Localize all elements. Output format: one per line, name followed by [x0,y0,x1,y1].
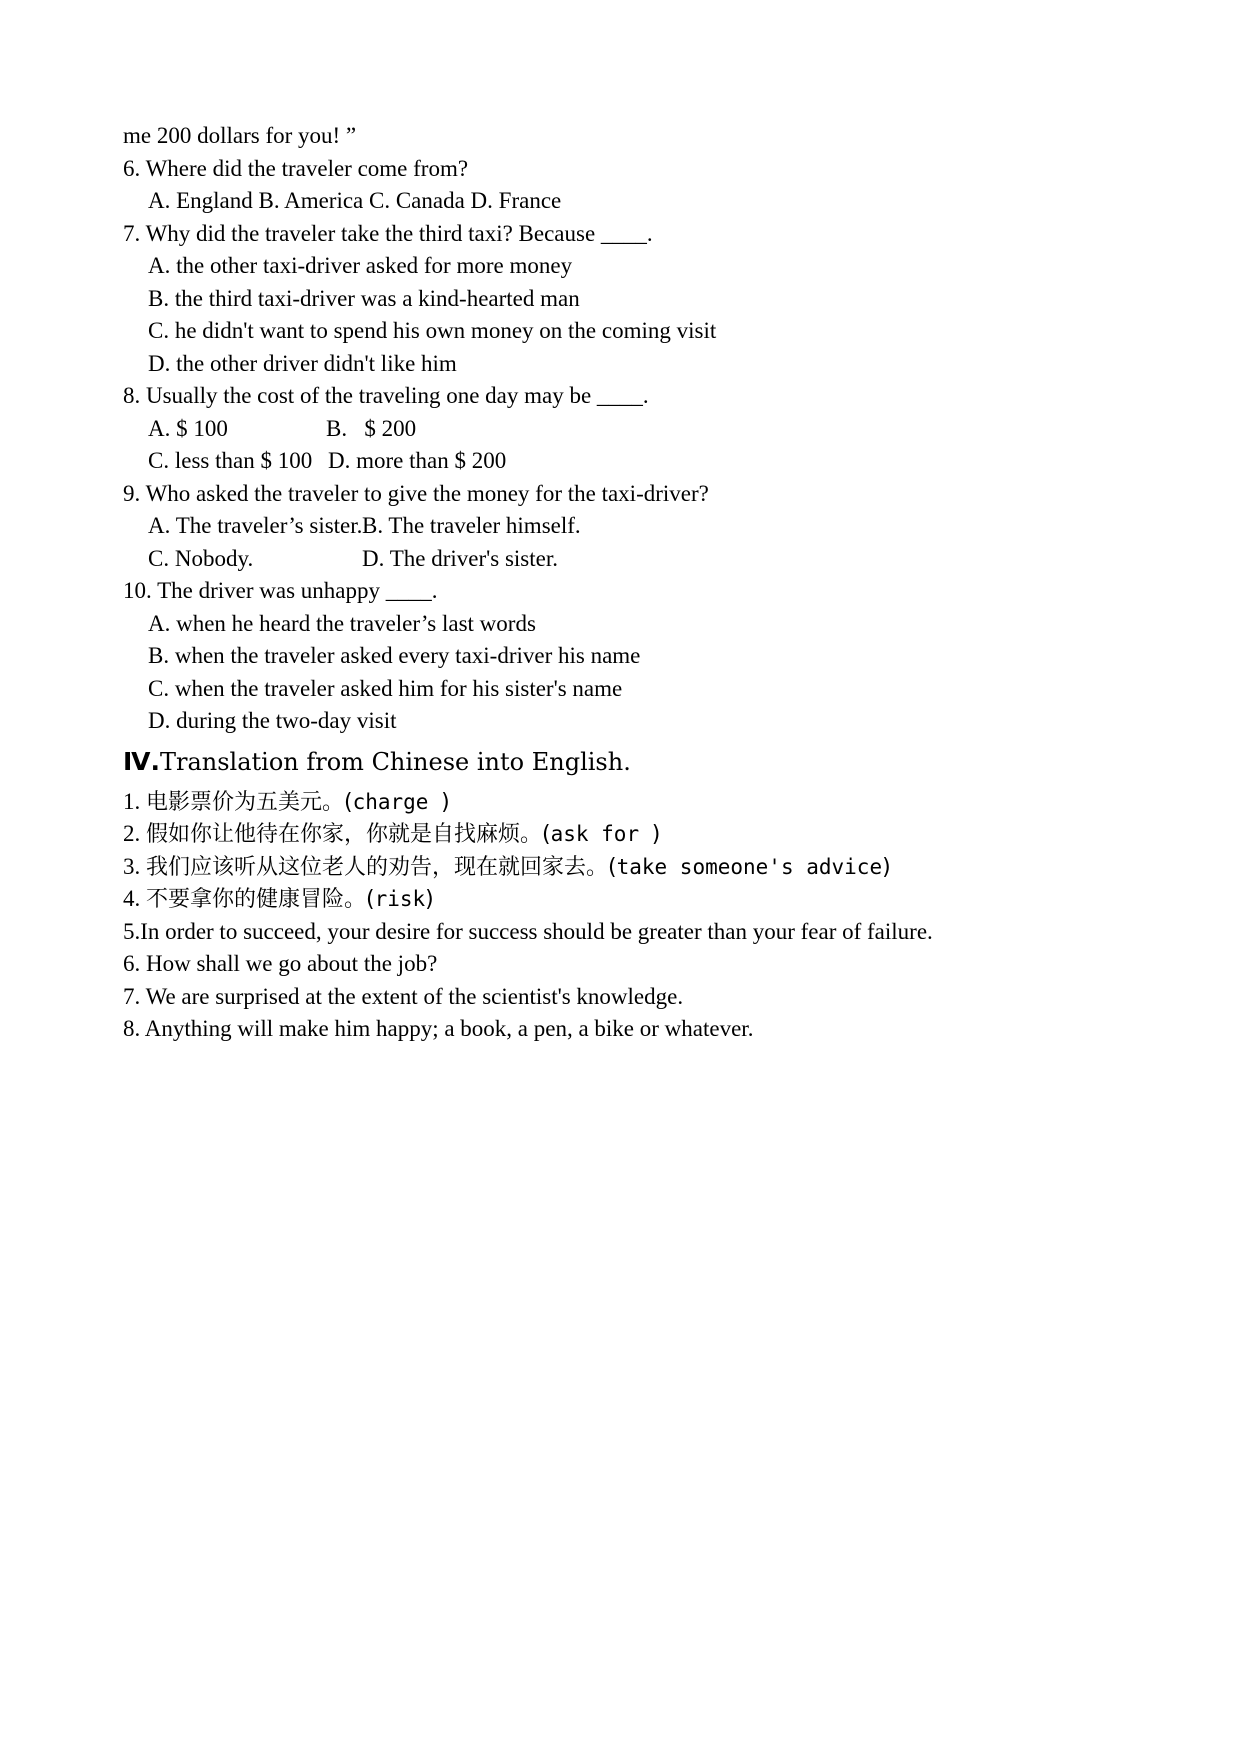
question-8-option-d: D. more than $ 200 [328,448,507,473]
question-9-option-a: A. The traveler’s sister. [148,513,363,538]
question-10-option-a: A. when he heard the traveler’s last words [148,610,536,636]
translation-item-hint: take someone's advice [616,854,883,879]
translation-item-close: ) [425,887,434,912]
question-8-options-row-1 [123,413,1133,446]
translation-item-chinese: 不要拿你的健康冒险。( [146,887,375,912]
translation-item-4 [123,883,1133,916]
question-10-option-c: C. when the traveler asked him for his sister's name [148,675,623,701]
question-6-stem: 6. Where did the traveler come from? [123,155,469,181]
translation-item-number: 2. [123,821,146,846]
translation-item-hint: charge [352,789,442,814]
question-9-option-c: C. Nobody. [148,545,254,571]
translation-item-3 [123,851,1133,884]
translation-item-hint: risk [374,887,426,911]
translation-item-chinese: 我们应该听从这位老人的劝告，现在就回家去。( [146,854,617,880]
question-8-option-b: B. $ 200 [326,415,417,441]
question-9-options-row-1 [123,510,1133,543]
translation-item-1 [123,786,1133,819]
question-8-option-a: A. $ 100 [148,415,228,441]
translation-item-chinese: 电影票价为五美元。( [146,789,353,815]
section-4-numeral: Ⅳ. [123,746,160,776]
translation-item-close: ) [441,789,450,815]
question-10-stem: 10. The driver was unhappy ____. [123,578,438,603]
question-9-option-b: B. The traveler himself. [362,513,581,538]
translation-item-number: 3. [123,853,146,879]
translation-item-hint: ask for [550,822,652,846]
question-7-stem: 7. Why did the traveler take the third taxi? Because ____. [123,220,653,246]
question-9-stem: 9. Who asked the traveler to give the money for the taxi-driver? [123,480,709,506]
translation-item-number: 4. [123,886,146,911]
question-9-option-d: D. The driver's sister. [362,545,558,571]
question-9-options-row-2 [123,543,1133,576]
question-6-options: A. England B. America C. Canada D. France [148,188,562,213]
translation-item-8: 8. Anything will make him happy; a book, a pen, a bike or whatever. [123,1016,754,1041]
question-10-option-b: B. when the traveler asked every taxi-driver his name [148,643,641,668]
question-7-option-c: C. he didn't want to spend his own money on the coming visit [148,318,717,343]
translation-item-close: ) [882,854,891,880]
translation-item-close: ) [651,822,661,847]
section-4-heading [123,744,1133,780]
question-7-option-b: B. the third taxi-driver was a kind-hearted man [148,285,580,311]
continued-passage-line: me 200 dollars for you! ” [123,123,357,148]
worksheet-page [123,120,1133,1046]
translation-item-chinese: 假如你让他待在你家，你就是自找麻烦。( [146,822,551,847]
translation-item-number: 1. [123,788,146,814]
translation-item-5: 5.In order to succeed, your desire for success should be greater than your fear of failure. [123,918,933,944]
question-7-option-a: A. the other taxi-driver asked for more money [148,253,573,278]
question-10-option-d: D. during the two-day visit [148,708,397,733]
question-8-options-row-2 [123,445,1133,478]
section-4-title: Translation from Chinese into English. [159,747,631,776]
translation-item-2 [123,818,1133,851]
question-8-stem: 8. Usually the cost of the traveling one day may be ____. [123,383,649,408]
question-8-option-c: C. less than $ 100 [148,448,313,473]
question-7-option-d: D. the other driver didn't like him [148,350,457,376]
translation-item-7: 7. We are surprised at the extent of the scientist's knowledge. [123,983,684,1009]
translation-item-6: 6. How shall we go about the job? [123,951,438,976]
